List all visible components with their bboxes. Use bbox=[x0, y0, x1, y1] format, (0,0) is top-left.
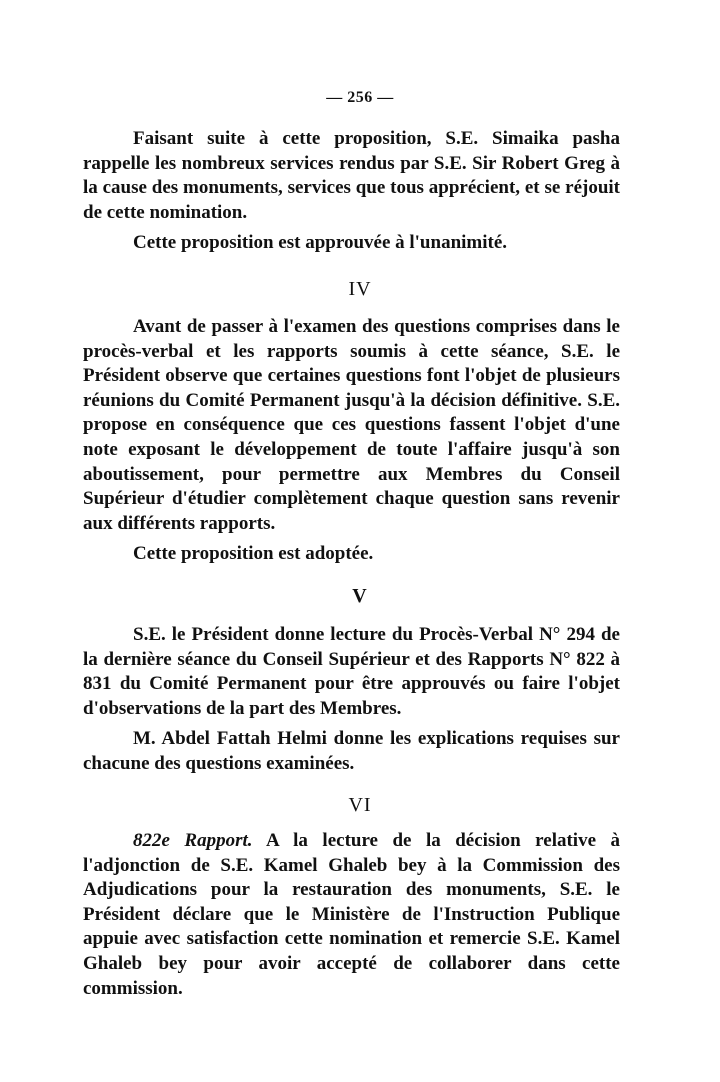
paragraph-text: A la lecture de la décision relative à l'adjonction de S.E. Kamel Ghaleb bey à la Commission des Adjudications pour la restauration des monuments, S.E. le Président déclare que le Ministère de l'Instruction Publique appuie avec satisfaction cette nomination et remercie S.E. Kamel Ghaleb bey pour avoir accepté de collaborer dans cette commission. bbox=[83, 830, 621, 999]
report-label: 822e Rapport. bbox=[133, 830, 253, 851]
section-heading-iv: IV bbox=[348, 278, 372, 300]
paragraph bbox=[83, 829, 620, 1001]
section-continuation bbox=[83, 127, 620, 256]
paragraph: Faisant suite à cette proposition, S.E. Simaika pasha rappelle les nombreux services rendus par S.E. Sir Robert Greg à la cause des monuments, services que tous apprécient, et se réjouit de cette nomination. bbox=[83, 128, 620, 223]
section-heading-v: V bbox=[352, 585, 368, 607]
paragraph: M. Abdel Fattah Helmi donne les explications requises sur chacune des questions examinées. bbox=[83, 728, 620, 774]
paragraph: Cette proposition est approuvée à l'unanimité. bbox=[133, 232, 508, 254]
paragraph: Avant de passer à l'examen des questions comprises dans le procès-verbal et les rapports soumis à cette séance, S.E. le Président observe que certaines questions font l'objet de plusieurs réunions du Comité Permanent jusqu'à la décision définitive. S.E. propose en conséquence que ces questions fassent l'objet d'une note exposant le développement de toute l'affaire jusqu'à son aboutissement, pour permettre aux Membres du Conseil Supérieur d'étudier complètement chaque question sans revenir aux différents rapports. bbox=[83, 316, 620, 534]
paragraph: S.E. le Président donne lecture du Procès-Verbal N° 294 de la dernière séance du Conseil Supérieur et des Rapports N° 822 à 831 du Comité Permanent pour être approuvés ou faire l'objet d'observations de la part des Membres. bbox=[83, 624, 620, 719]
paragraph: Cette proposition est adoptée. bbox=[133, 543, 374, 565]
section-iv-body bbox=[83, 315, 620, 567]
section-v-body bbox=[83, 623, 620, 777]
page-number: — 256 — bbox=[326, 89, 394, 106]
section-vi-body bbox=[83, 829, 620, 1001]
section-heading-vi: VI bbox=[348, 794, 372, 816]
